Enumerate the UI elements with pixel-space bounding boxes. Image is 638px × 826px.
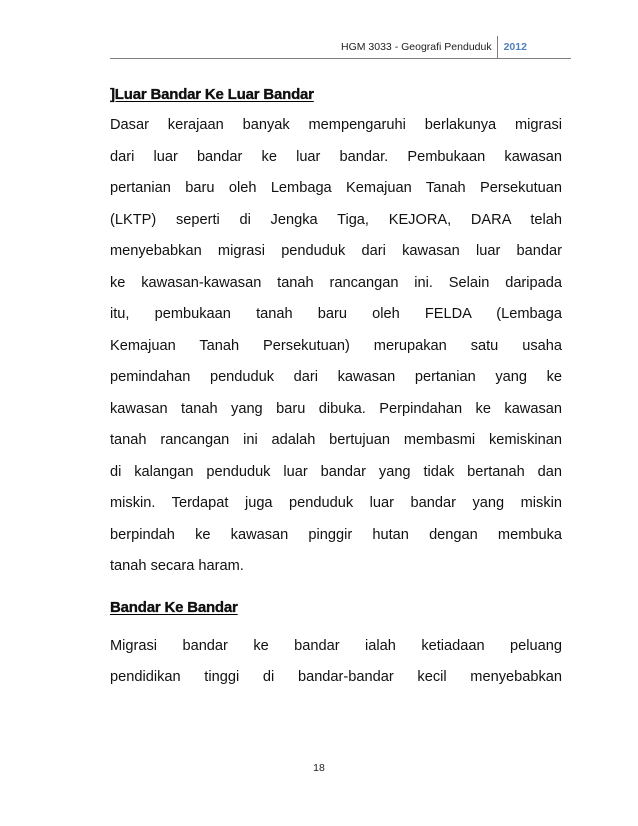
paragraph-line: Kemajuan Tanah Persekutuan) merupakan satu usaha — [110, 337, 562, 354]
paragraph-line: (LKTP) seperti di Jengka Tiga, KEJORA, DARA telah — [110, 211, 562, 228]
section-bandar-ke-bandar — [110, 597, 562, 694]
paragraph-line: pendidikan tinggi di bandar-bandar kecil menyebabkan — [110, 669, 562, 685]
paragraph-line: tanah rancangan ini adalah bertujuan membasmi kemiskinan — [110, 432, 562, 448]
paragraph-line: pertanian baru oleh Lembaga Kemajuan Tanah Persekutuan — [110, 180, 562, 196]
section-heading: Bandar Ke Bandar — [110, 598, 238, 616]
paragraph-line: kawasan tanah yang baru dibuka. Perpindahan ke kawasan — [110, 400, 562, 417]
document-body — [110, 84, 562, 694]
paragraph-line: Migrasi bandar ke bandar ialah ketiadaan peluang — [110, 637, 562, 654]
section-paragraph — [110, 631, 562, 694]
paragraph-line: itu, pembukaan tanah baru oleh FELDA (Lembaga — [110, 306, 562, 322]
paragraph-line: dari luar bandar ke luar bandar. Pembukaan kawasan — [110, 148, 562, 165]
paragraph-line: di kalangan penduduk luar bandar yang tidak bertanah dan — [110, 463, 562, 480]
paragraph-line: Dasar kerajaan banyak mempengaruhi berlakunya migrasi — [110, 117, 562, 133]
page-header — [341, 36, 527, 58]
header-rule — [110, 58, 571, 59]
paragraph-line: tanah secara haram. — [110, 558, 244, 574]
header-course-title: HGM 3033 - Geografi Penduduk — [341, 41, 492, 53]
section-paragraph — [110, 110, 562, 583]
header-year: 2012 — [503, 41, 527, 53]
paragraph-line: ke kawasan-kawasan tanah rancangan ini. Selain daripada — [110, 274, 562, 291]
paragraph-line: miskin. Terdapat juga penduduk luar bandar yang miskin — [110, 495, 562, 511]
paragraph-line: berpindah ke kawasan pinggir hutan dengan membuka — [110, 526, 562, 543]
section-heading: ]Luar Bandar Ke Luar Bandar — [110, 86, 314, 103]
page-number: 18 — [313, 762, 325, 774]
paragraph-line: pemindahan penduduk dari kawasan pertanian yang ke — [110, 369, 562, 385]
paragraph-line: menyebabkan migrasi penduduk dari kawasan luar bandar — [110, 243, 562, 259]
section-luar-bandar — [110, 84, 562, 583]
